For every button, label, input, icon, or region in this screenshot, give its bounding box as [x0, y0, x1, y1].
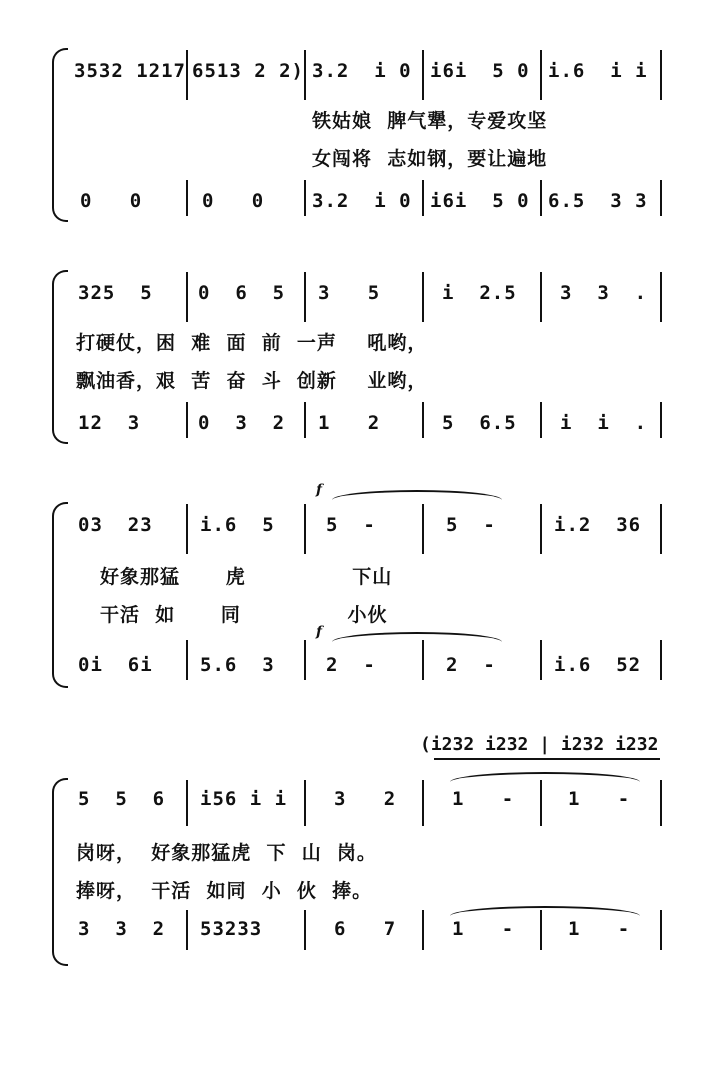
measure: 2 - [326, 654, 376, 676]
intro-accompaniment: (i232 i232 | i232 i232 [420, 734, 659, 755]
measure: 0 3 2 [198, 412, 286, 434]
measure: 0 6 5 [198, 282, 286, 304]
measure: 3 3 . [560, 282, 648, 304]
measure: 6513 2 2) [192, 60, 304, 82]
beam-underline [434, 758, 660, 760]
measure: 3.2 i 0 [312, 190, 412, 212]
lyric-verse-1: 打硬仗，困 难 面 前 一声 吼哟， [76, 332, 428, 354]
system-brace [52, 48, 68, 222]
lower-voice-notes [70, 412, 666, 442]
lyric-verse-1: 岗呀， 好象那猛虎 下 山 岗。 [76, 842, 377, 864]
lower-voice-notes [70, 654, 666, 684]
measure: i6i 5 0 [430, 190, 530, 212]
lyric-verse-2: 飘油香，艰 苦 奋 斗 创新 业哟， [76, 370, 428, 392]
system-brace [52, 270, 68, 444]
upper-voice-notes [70, 282, 666, 312]
measure: 1 - [452, 918, 515, 940]
measure: i.2 36 [554, 514, 642, 536]
system-4 [0, 728, 716, 968]
measure: 1 - [452, 788, 515, 810]
measure: 3 2 [334, 788, 397, 810]
measure: 3.2 i 0 [312, 60, 412, 82]
measure: 0 0 [202, 190, 265, 212]
measure: i.6 52 [554, 654, 642, 676]
lower-voice-notes [70, 190, 666, 220]
measure: 1 2 [318, 412, 381, 434]
lyric-verse-2: 女闯将 志如钢，要让遍地 [312, 148, 548, 170]
measure: i.6 5 [200, 514, 275, 536]
measure: 5.6 3 [200, 654, 275, 676]
measure: i.6 i i [548, 60, 648, 82]
upper-voice-notes [70, 788, 666, 818]
measure: 5 5 6 [78, 788, 166, 810]
tie [332, 490, 502, 500]
measure: 6.5 3 3 [548, 190, 648, 212]
lower-voice-notes [70, 918, 666, 948]
measure: i i . [560, 412, 648, 434]
lyric-verse-1: 铁姑娘 脾气犟，专爱攻坚 [312, 110, 548, 132]
lyric-verse-2: 捧呀， 干活 如同 小 伙 捧。 [76, 880, 373, 902]
measure: 5 6.5 [442, 412, 517, 434]
measure: 0 0 [80, 190, 143, 212]
measure: 53233 [200, 918, 263, 940]
system-brace [52, 502, 68, 688]
measure: 3 3 2 [78, 918, 166, 940]
lyric-verse-1: 好象那猛 虎 下山 [100, 566, 393, 588]
measure: 1 - [568, 918, 631, 940]
upper-voice-notes [70, 514, 666, 544]
measure: 3532 1217 [74, 60, 186, 82]
lyric-verse-2: 干活 如 同 小伙 [100, 604, 388, 626]
tie [332, 632, 502, 642]
measure: i6i 5 0 [430, 60, 530, 82]
measure: 2 - [446, 654, 496, 676]
measure: 325 5 [78, 282, 153, 304]
measure: i56 i i [200, 788, 288, 810]
dynamic-forte: f [316, 624, 323, 640]
measure: 6 7 [334, 918, 397, 940]
measure: 1 - [568, 788, 631, 810]
dynamic-forte: f [316, 482, 323, 498]
measure: 5 - [326, 514, 376, 536]
tie [450, 906, 640, 916]
upper-voice-notes [70, 60, 666, 90]
measure: 5 - [446, 514, 496, 536]
system-3 [0, 482, 716, 690]
system-1 [0, 40, 716, 220]
measure: 3 5 [318, 282, 381, 304]
measure: i 2.5 [442, 282, 517, 304]
measure: 03 23 [78, 514, 153, 536]
system-2 [0, 262, 716, 442]
measure: 12 3 [78, 412, 141, 434]
system-brace [52, 778, 68, 966]
tie [450, 772, 640, 782]
measure: 0i 6i [78, 654, 153, 676]
